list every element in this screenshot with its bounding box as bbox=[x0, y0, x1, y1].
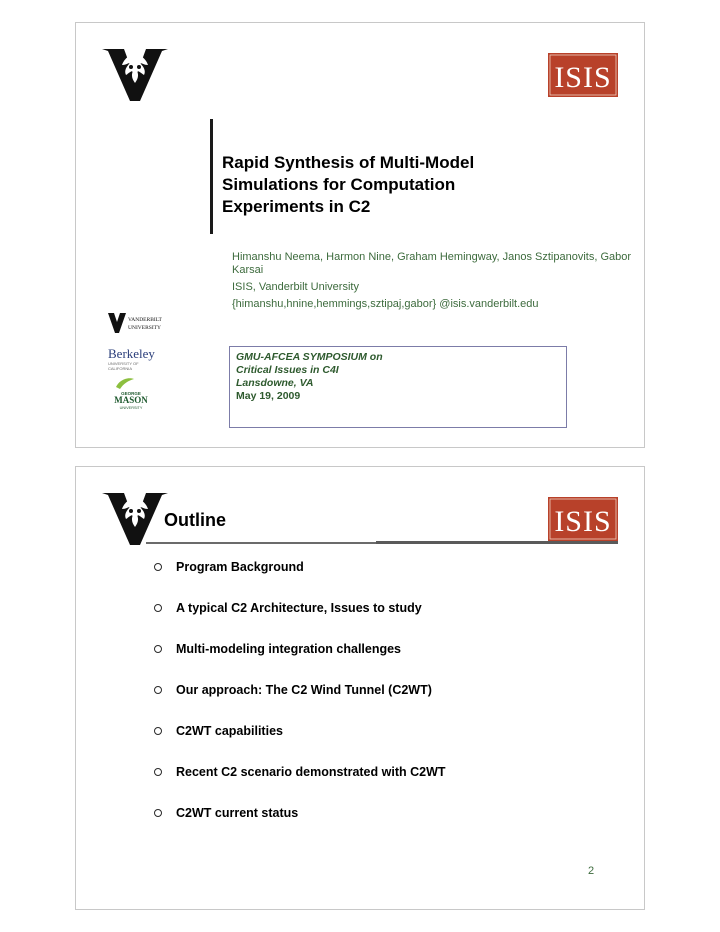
vanderbilt-small-logo bbox=[108, 313, 170, 333]
mason-george: GEORGE bbox=[121, 391, 141, 396]
title-line: Experiments in C2 bbox=[222, 197, 371, 216]
mason-university: UNIVERSITY bbox=[119, 406, 143, 410]
symposium-box bbox=[229, 346, 567, 428]
symposium-line-3: Lansdowne, VA bbox=[236, 377, 314, 389]
bullet-circle-icon bbox=[154, 645, 162, 653]
berkeley-logo bbox=[108, 347, 158, 369]
bullet-circle-icon bbox=[154, 768, 162, 776]
mason-name: MASON bbox=[114, 395, 148, 405]
symposium-line-2: Critical Issues in C4I bbox=[236, 364, 339, 376]
isis-logo-icon bbox=[548, 497, 618, 541]
email-list: {himanshu,hnine,hemmings,sztipaj,gabor} @isis.vanderbilt.edu bbox=[232, 298, 539, 310]
list-item bbox=[152, 805, 446, 846]
bullet-circle-icon bbox=[154, 686, 162, 694]
list-item-text: Multi-modeling integration challenges bbox=[176, 642, 402, 656]
bullet-circle-icon bbox=[154, 563, 162, 571]
vanderbilt-v-oak-leaf-icon bbox=[102, 49, 168, 101]
isis-logo-icon bbox=[548, 53, 618, 97]
list-item-text: A typical C2 Architecture, Issues to study bbox=[176, 601, 422, 615]
slide-title bbox=[222, 152, 552, 218]
list-item-text: Recent C2 scenario demonstrated with C2WT bbox=[176, 765, 446, 779]
list-item bbox=[152, 682, 446, 723]
bullet-circle-icon bbox=[154, 604, 162, 612]
isis-logo-text: ISIS bbox=[554, 61, 612, 94]
title-line: Rapid Synthesis of Multi-Model bbox=[222, 153, 475, 172]
outline-slide bbox=[75, 466, 645, 910]
list-item-text: Program Background bbox=[176, 560, 304, 574]
symposium-date: May 19, 2009 bbox=[236, 390, 301, 402]
title-accent-bar bbox=[210, 119, 213, 234]
affiliation: ISIS, Vanderbilt University bbox=[232, 281, 359, 293]
bullet-circle-icon bbox=[154, 809, 162, 817]
title-divider-accent bbox=[376, 541, 618, 544]
list-item-text: C2WT capabilities bbox=[176, 724, 283, 738]
berkeley-sub: UNIVERSITY OF CALIFORNIA bbox=[108, 361, 139, 371]
outline-list bbox=[152, 559, 446, 846]
symposium-line-1: GMU-AFCEA SYMPOSIUM on bbox=[236, 351, 383, 363]
list-item bbox=[152, 764, 446, 805]
vanderbilt-name: VANDERBILT bbox=[128, 317, 162, 323]
list-item-text: C2WT current status bbox=[176, 806, 299, 820]
list-item bbox=[152, 559, 446, 600]
list-item-text: Our approach: The C2 Wind Tunnel (C2WT) bbox=[176, 683, 432, 697]
vanderbilt-university: UNIVERSITY bbox=[128, 325, 161, 331]
author-block bbox=[232, 251, 632, 315]
list-item bbox=[152, 641, 446, 682]
bullet-circle-icon bbox=[154, 727, 162, 735]
page-number: 2 bbox=[588, 865, 595, 877]
berkeley-name: Berkeley bbox=[108, 346, 155, 361]
outline-title: Outline bbox=[164, 510, 226, 530]
list-item bbox=[152, 723, 446, 764]
author-names: Himanshu Neema, Harmon Nine, Graham Hemingway, Janos Sztipanovits, Gabor Karsai bbox=[232, 251, 632, 276]
vanderbilt-v-oak-leaf-icon bbox=[102, 493, 168, 545]
isis-logo-text: ISIS bbox=[554, 505, 612, 538]
title-line: Simulations for Computation bbox=[222, 175, 456, 194]
list-item bbox=[152, 600, 446, 641]
george-mason-logo bbox=[108, 377, 154, 411]
title-slide bbox=[75, 22, 645, 448]
